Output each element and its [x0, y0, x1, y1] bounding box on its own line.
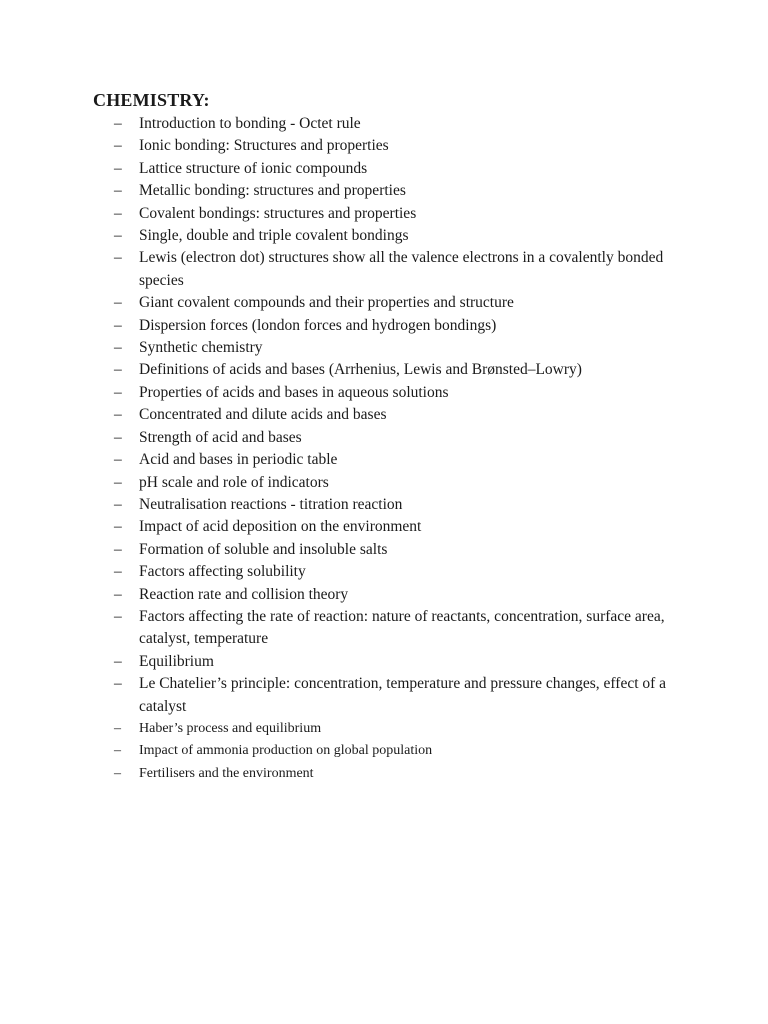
- list-item-text: Neutralisation reactions - titration reaction: [139, 495, 403, 513]
- list-item-text: Lewis (electron dot) structures show all the valence electrons in a covalently bonded species: [139, 249, 664, 289]
- list-item-text: pH scale and role of indicators: [139, 473, 329, 491]
- list-item-text: Equilibrium: [139, 652, 214, 670]
- list-item: [112, 740, 682, 762]
- list-item-text: Le Chatelier’s principle: concentration, temperature and pressure changes, effect of a catalyst: [139, 675, 667, 715]
- list-item: [112, 359, 682, 381]
- bullet-dash: –: [114, 137, 122, 155]
- bullet-dash: –: [114, 204, 122, 222]
- list-item-text: Impact of acid deposition on the environment: [139, 518, 422, 536]
- list-item-text: Factors affecting solubility: [139, 563, 306, 581]
- list-item-text: Impact of ammonia production on global population: [139, 743, 433, 759]
- list-item-text: Ionic bonding: Structures and properties: [139, 137, 389, 155]
- list-item: [112, 382, 682, 404]
- list-item: [112, 539, 682, 561]
- list-item: [112, 561, 682, 583]
- bullet-dash: –: [114, 249, 122, 267]
- bullet-dash: –: [114, 652, 122, 670]
- list-item: [112, 404, 682, 426]
- list-item-text: Reaction rate and collision theory: [139, 585, 349, 603]
- list-item-text: Synthetic chemistry: [139, 339, 263, 357]
- list-item: [112, 718, 682, 740]
- list-item: [112, 651, 682, 673]
- list-item: [112, 247, 682, 292]
- bullet-dash: –: [114, 563, 122, 581]
- page-title: CHEMISTRY:: [93, 90, 210, 110]
- list-item-text: Covalent bondings: structures and properties: [139, 204, 417, 222]
- list-item: [112, 494, 682, 516]
- list-item: [112, 472, 682, 494]
- list-item-text: Single, double and triple covalent bondings: [139, 227, 409, 245]
- list-item-text: Definitions of acids and bases (Arrhenius, Lewis and Brønsted–Lowry): [139, 361, 582, 379]
- bullet-dash: –: [114, 159, 122, 177]
- bullet-dash: –: [114, 540, 122, 558]
- list-item-text: Properties of acids and bases in aqueous solutions: [139, 383, 449, 401]
- list-item-text: Strength of acid and bases: [139, 428, 302, 446]
- list-item: [112, 315, 682, 337]
- list-item: [112, 427, 682, 449]
- list-item-text: Lattice structure of ionic compounds: [139, 159, 368, 177]
- list-item: [112, 673, 682, 718]
- bullet-dash: –: [114, 406, 122, 424]
- bullet-dash: –: [114, 585, 122, 603]
- topic-list: [112, 113, 682, 785]
- bullet-dash: –: [114, 495, 122, 513]
- list-item: [112, 449, 682, 471]
- list-item: [112, 584, 682, 606]
- bullet-dash: –: [114, 115, 122, 132]
- list-item: [112, 763, 682, 785]
- list-item: [112, 516, 682, 538]
- bullet-dash: –: [114, 428, 122, 446]
- bullet-dash: –: [114, 743, 121, 759]
- list-item-text: Acid and bases in periodic table: [139, 451, 338, 469]
- bullet-dash: –: [114, 339, 122, 357]
- bullet-dash: –: [114, 765, 121, 781]
- list-item-text: Formation of soluble and insoluble salts: [139, 540, 388, 558]
- list-item: [112, 135, 682, 157]
- list-item-text: Factors affecting the rate of reaction: nature of reactants, concentration, surface area, catalyst, temperature: [139, 607, 665, 648]
- list-item-text: Concentrated and dilute acids and bases: [139, 406, 387, 424]
- bullet-dash: –: [114, 607, 122, 625]
- bullet-dash: –: [114, 518, 122, 536]
- list-item-text: Fertilisers and the environment: [139, 765, 314, 781]
- bullet-dash: –: [114, 451, 122, 469]
- list-item: [112, 225, 682, 247]
- bullet-dash: –: [114, 182, 122, 200]
- bullet-dash: –: [114, 383, 122, 401]
- list-item: [112, 180, 682, 202]
- bullet-dash: –: [114, 316, 122, 334]
- list-item: [112, 337, 682, 359]
- bullet-dash: –: [114, 720, 121, 736]
- list-item-text: Metallic bonding: structures and properties: [139, 182, 406, 200]
- list-item: [112, 203, 682, 225]
- bullet-dash: –: [114, 473, 122, 491]
- list-item-text: Introduction to bonding - Octet rule: [139, 115, 361, 132]
- list-item: [112, 606, 682, 651]
- bullet-dash: –: [114, 294, 122, 312]
- list-item: [112, 158, 682, 180]
- bullet-dash: –: [114, 361, 122, 379]
- list-item: [112, 292, 682, 314]
- list-item-text: Haber’s process and equilibrium: [139, 720, 322, 736]
- list-item-text: Giant covalent compounds and their properties and structure: [139, 294, 514, 312]
- bullet-dash: –: [114, 227, 122, 245]
- list-item: [112, 113, 682, 135]
- list-item-text: Dispersion forces (london forces and hydrogen bondings): [139, 316, 497, 334]
- bullet-dash: –: [114, 675, 122, 693]
